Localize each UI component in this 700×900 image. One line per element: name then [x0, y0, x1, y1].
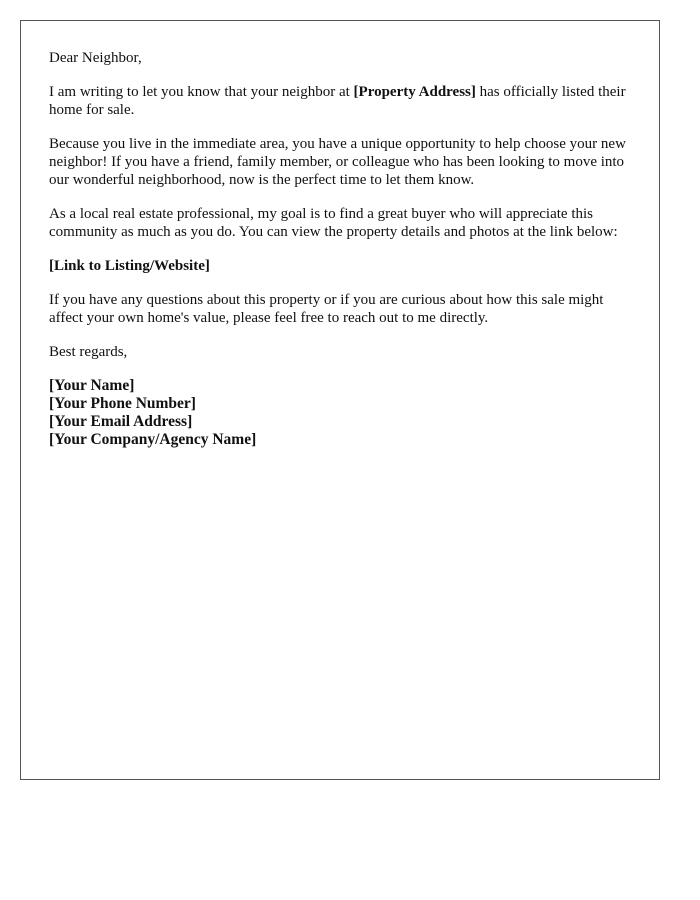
intro-text-after: has officially listed their home for sale. [49, 84, 626, 118]
questions-paragraph: If you have any questions about this property or if you are curious about how this sale might affect your own home's value, please feel free to reach out to me directly. [49, 292, 604, 326]
intro-text-before: I am writing to let you know that your neighbor at [49, 84, 354, 100]
opportunity-paragraph: Because you live in the immediate area, you have a unique opportunity to help choose your new neighbor! If you have a friend, family member, or colleague who has been looking to move into our wonderful neighborhood, now is the perfect time to let them know. [49, 136, 626, 188]
listing-link-placeholder: [Link to Listing/Website] [49, 258, 210, 274]
salutation: Dear Neighbor, [49, 50, 142, 66]
closing: Best regards, [49, 344, 128, 360]
signature-block [49, 377, 631, 449]
professional-paragraph: As a local real estate professional, my goal is to find a great buyer who will appreciate this community as much as you do. You can view the property details and photos at the link below: [49, 206, 618, 240]
letter-page [20, 20, 660, 780]
signature-name: [Your Name] [49, 377, 135, 394]
signature-phone: [Your Phone Number] [49, 395, 196, 412]
signature-company: [Your Company/Agency Name] [49, 431, 257, 448]
intro-paragraph [49, 83, 631, 119]
property-address-placeholder: [Property Address] [353, 84, 476, 100]
signature-email: [Your Email Address] [49, 413, 193, 430]
